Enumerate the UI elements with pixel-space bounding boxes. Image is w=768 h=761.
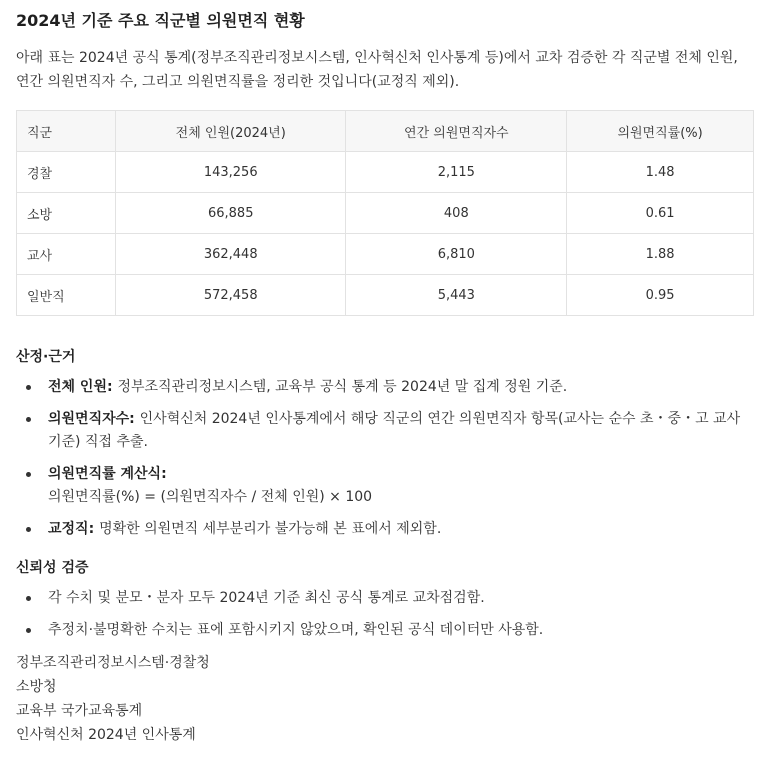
basis-list — [16, 376, 754, 541]
source-line: 교육부 국가교육통계 — [16, 703, 143, 719]
reliability-heading: 신뢰성 검증 — [16, 560, 89, 576]
item-sep: : — [161, 466, 167, 482]
reliability-list — [16, 587, 754, 642]
list-item: 각 수치 및 분모・분자 모두 2024년 기준 최신 공식 통계로 교차점검함. — [16, 587, 754, 610]
basis-heading: 산정·근거 — [16, 349, 76, 365]
source-line: 인사혁신처 2024년 인사통계 — [16, 727, 196, 743]
cell-total: 362,448 — [116, 234, 346, 275]
item-text: 인사혁신처 2024년 인사통계에서 해당 직군의 연간 의원면직자 항목(교사는 순수 초・중・고 교사 기준) 직접 추출. — [48, 411, 741, 450]
cell-job: 경찰 — [17, 152, 116, 193]
item-text: 명확한 의원면직 세부분리가 불가능해 본 표에서 제외함. — [99, 521, 442, 537]
cell-resigned: 5,443 — [346, 275, 567, 316]
item-label: 교정직 — [48, 521, 89, 537]
cell-rate: 0.95 — [567, 275, 754, 316]
table-row — [17, 193, 754, 234]
cell-job: 교사 — [17, 234, 116, 275]
header-rate: 의원면직률(%) — [567, 111, 754, 152]
cell-rate: 1.48 — [567, 152, 754, 193]
cell-total: 66,885 — [116, 193, 346, 234]
list-item — [16, 376, 754, 399]
cell-rate: 0.61 — [567, 193, 754, 234]
table-header-row — [17, 111, 754, 152]
cell-rate: 1.88 — [567, 234, 754, 275]
cell-job: 일반직 — [17, 275, 116, 316]
item-sep: : — [88, 521, 100, 537]
page-title: 2024년 기준 주요 직군별 의원면직 현황 — [16, 11, 305, 30]
intro-paragraph: 아래 표는 2024년 공식 통계(정부조직관리정보시스템, 인사혁신처 인사통계 등)에서 교차 검증한 각 직군별 전체 인원, 연간 의원면직자 수, 그리고 의원면직률을 정리한 것입니다(교정직 제외). — [16, 50, 738, 90]
item-text: 의원면직률(%) = (의원면직자수 / 전체 인원) × 100 — [48, 489, 373, 505]
cell-resigned: 6,810 — [346, 234, 567, 275]
list-item: 추정치·불명확한 수치는 표에 포함시키지 않았으며, 확인된 공식 데이터만 사용함. — [16, 619, 754, 642]
header-resigned: 연간 의원면직자수 — [346, 111, 567, 152]
item-sep: : — [129, 411, 140, 427]
resignation-table — [16, 110, 754, 316]
item-text: 정부조직관리정보시스템, 교육부 공식 통계 등 2024년 말 집계 정원 기준. — [117, 379, 568, 395]
cell-total: 572,458 — [116, 275, 346, 316]
source-line: 소방청 — [16, 679, 57, 695]
item-label: 의원면직률 계산식 — [48, 466, 162, 482]
list-item — [16, 518, 754, 541]
item-sep: : — [106, 379, 118, 395]
table-row — [17, 275, 754, 316]
list-item — [16, 463, 754, 509]
source-line: 정부조직관리정보시스템·경찰청 — [16, 655, 210, 671]
item-label: 의원면직자수 — [48, 411, 130, 427]
table-row — [17, 152, 754, 193]
header-job: 직군 — [17, 111, 116, 152]
item-label: 전체 인원 — [48, 379, 107, 395]
cell-total: 143,256 — [116, 152, 346, 193]
sources — [16, 651, 754, 747]
table-row — [17, 234, 754, 275]
cell-job: 소방 — [17, 193, 116, 234]
cell-resigned: 408 — [346, 193, 567, 234]
list-item — [16, 408, 754, 454]
header-total: 전체 인원(2024년) — [116, 111, 346, 152]
cell-resigned: 2,115 — [346, 152, 567, 193]
